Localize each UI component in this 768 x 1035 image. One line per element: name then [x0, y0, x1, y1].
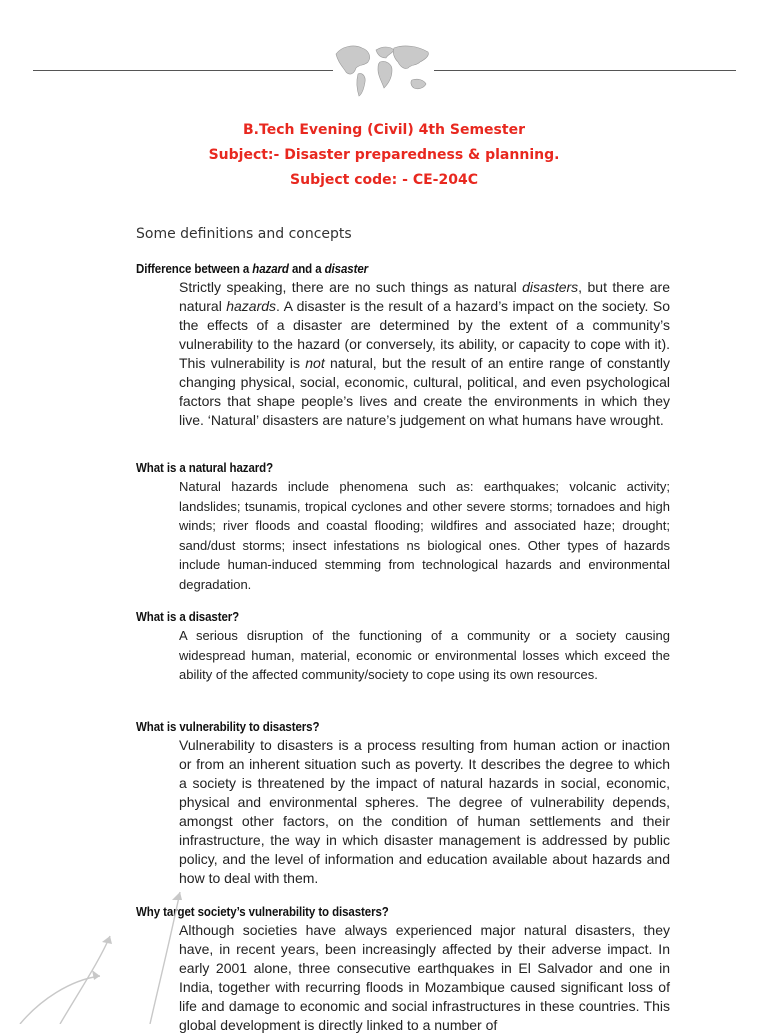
- heading-text: Difference between a: [136, 262, 253, 276]
- body-text: Strictly speaking, there are no such things as natural: [179, 279, 523, 295]
- section-heading: What is a natural hazard?: [136, 461, 274, 475]
- course-header: [0, 118, 768, 193]
- section-heading: What is vulnerability to disasters?: [136, 720, 320, 734]
- course-title: B.Tech Evening (Civil) 4th Semester: [243, 122, 525, 138]
- section-heading: What is a disaster?: [136, 610, 240, 624]
- body-text: . A disaster is the result of a hazard’s impact on the society. So the effects of a disaster are determined by the extent of a community’s vulnerability to the hazard (or conversely, its ability, or capacity to cope with it). This vulnerability is: [179, 298, 670, 371]
- heading-text: and a: [288, 262, 325, 276]
- decorative-swoosh: [0, 880, 260, 1024]
- heading-emphasis: disaster: [324, 262, 369, 276]
- section-vulnerability: [136, 720, 670, 888]
- heading-emphasis: hazard: [252, 262, 289, 276]
- section-hazard-vs-disaster: [136, 262, 670, 430]
- section-body: Natural hazards include phenomena such as: earthquakes; volcanic activity; landslides; tsunamis, tropical cyclones and other severe storms; tornadoes and high winds; river floods and coastal flooding; wildfires and associated haze; drought; sand/dust storms; insect infestations ns biological ones. Other types of hazards include human-induced stemming from technological hazards and environmental degradation.: [179, 479, 670, 592]
- body-text: natural, but the result of an entire range of constantly changing physical, social, economic, cultural, political, and even psychological factors that shape people’s lives and create the environments in which they live. ‘Natural’ disasters are nature’s judgement on what humans have wrought.: [179, 355, 670, 428]
- section-heading: Why target society’s vulnerability to disasters?: [136, 905, 389, 919]
- body-emphasis: hazards: [226, 298, 277, 314]
- section-natural-hazard: [136, 461, 670, 594]
- section-body: [179, 278, 670, 430]
- body-text: , but there are natural: [179, 279, 670, 314]
- subject-title: Subject:- Disaster preparedness & planning.: [208, 147, 560, 163]
- section-body: Although societies have always experienced major natural disasters, they have, in recent years, been increasingly affected by their adverse impact. In early 2001 alone, three consecutive earthquakes in El Salvador and one in India, together with recurring floods in Mozambique caused significant loss of life and damage to economic and social infrastructures in these countries. This global development is directly linked to a number of: [179, 922, 670, 1033]
- body-emphasis: not: [305, 355, 325, 371]
- section-disaster: [136, 610, 670, 685]
- section-body: A serious disruption of the functioning of a community or a society causing widespread human, material, economic or environmental losses which exceed the ability of the affected community/society to cope using its own resources.: [179, 628, 670, 682]
- section-heading: [136, 262, 627, 276]
- body-emphasis: disasters: [522, 279, 579, 295]
- intro-text: Some definitions and concepts: [136, 226, 352, 242]
- header-rule-left: [33, 70, 333, 71]
- section-body: Vulnerability to disasters is a process resulting from human action or inaction or from an inherent situation such as poverty. It describes the degree to which a society is threatened by the impact of natural hazards in social, economic, physical and environmental spheres. The degree of vulnerability depends, amongst other factors, on the condition of human settlements and their infrastructure, the way in which disaster management is addressed by public policy, and the level of information and education available about hazards and how to deal with them.: [179, 737, 670, 886]
- header-rule-right: [434, 70, 736, 71]
- subject-code: Subject code: - CE-204C: [290, 172, 478, 188]
- world-map-icon: [332, 40, 434, 100]
